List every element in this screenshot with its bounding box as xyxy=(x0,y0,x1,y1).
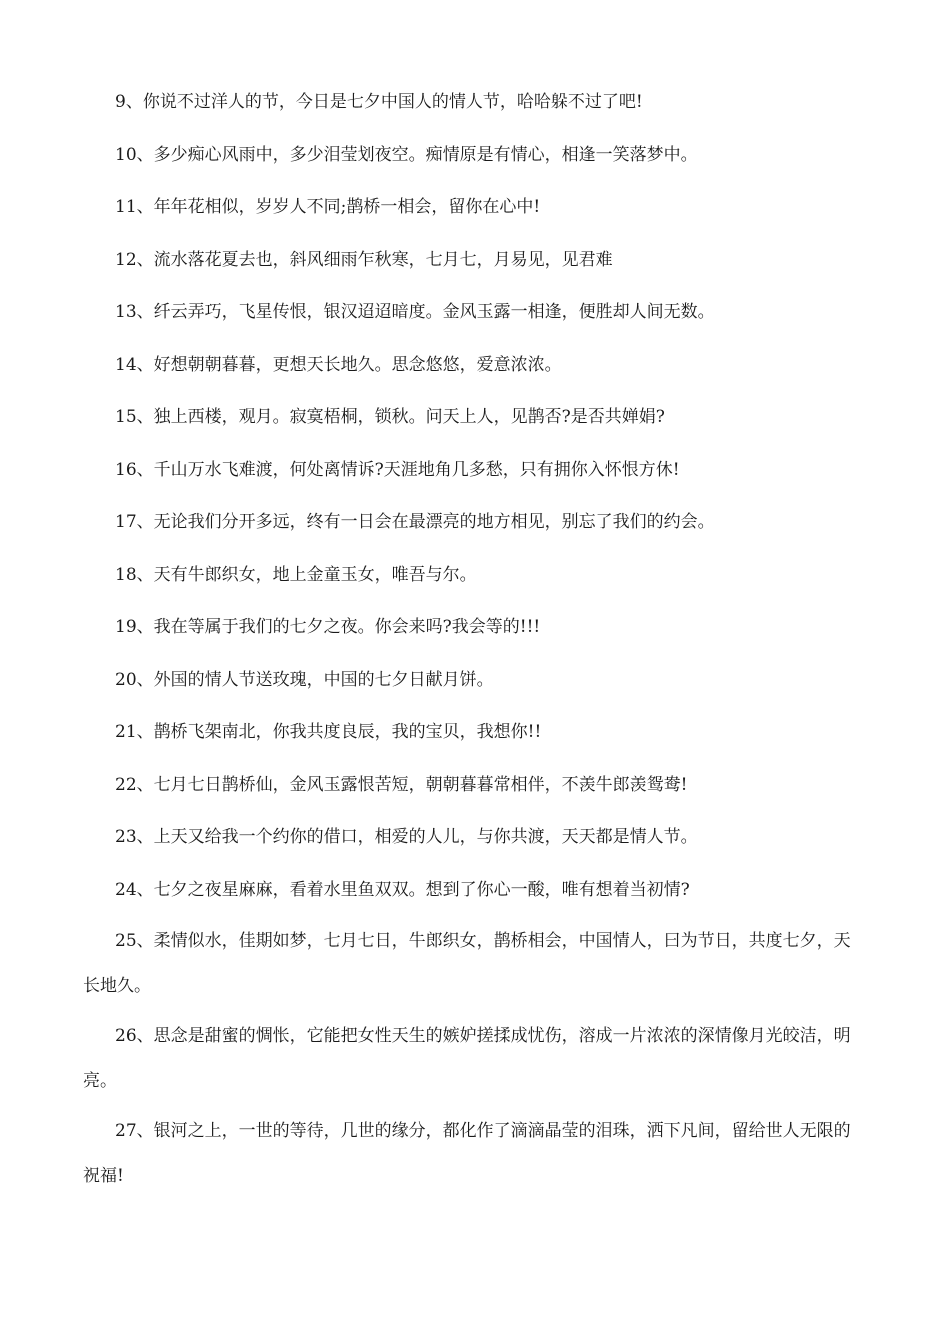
paragraph-13: 13、纤云弄巧，飞星传恨，银汉迢迢暗度。金风玉露一相逢，便胜却人间无数。 xyxy=(115,302,715,322)
paragraph-20: 20、外国的情人节送玫瑰，中国的七夕日献月饼。 xyxy=(115,669,494,690)
paragraph-17: 17、无论我们分开多远，终有一日会在最漂亮的地方相见，别忘了我们的约会。 xyxy=(115,512,715,532)
paragraph-15: 15、独上西楼，观月。寂寞梧桐，锁秋。问天上人，见鹊否?是否共婵娟? xyxy=(115,407,665,427)
paragraph-24: 24、七夕之夜星麻麻，看着水里鱼双双。想到了你心一酸，唯有想着当初情? xyxy=(115,879,690,900)
paragraph-11: 11、年年花相似，岁岁人不同;鹊桥一相会，留你在心中! xyxy=(115,197,541,217)
paragraph-9: 9、你说不过洋人的节，今日是七夕中国人的情人节，哈哈躲不过了吧! xyxy=(115,92,643,112)
paragraph-19: 19、我在等属于我们的七夕之夜。你会来吗?我会等的!!! xyxy=(115,617,541,637)
paragraph-16: 16、千山万水飞难渡，何处离情诉?天涯地角几多愁，只有拥你入怀恨方休! xyxy=(115,459,680,480)
paragraph-27: 27、银河之上，一世的等待，几世的缘分，都化作了滴滴晶莹的泪珠，洒下凡间，留给世人无限的祝福! xyxy=(83,1121,851,1186)
paragraph-21: 21、鹊桥飞架南北，你我共度良辰，我的宝贝，我想你!! xyxy=(115,722,542,742)
paragraph-23: 23、上天又给我一个约你的借口，相爱的人儿，与你共渡，天天都是情人节。 xyxy=(115,827,698,847)
document-body xyxy=(83,76,863,1204)
paragraph-18: 18、天有牛郎织女，地上金童玉女，唯吾与尔。 xyxy=(115,564,477,585)
paragraph-12: 12、流水落花夏去也，斜风细雨乍秋寒，七月七，月易见，见君难 xyxy=(115,249,613,270)
paragraph-26: 26、思念是甜蜜的惆怅，它能把女性天生的嫉妒搓揉成忧伤，溶成一片浓浓的深情像月光皎洁，明亮。 xyxy=(83,1026,851,1091)
paragraph-25: 25、柔情似水，佳期如梦，七月七日，牛郎织女，鹊桥相会，中国情人，曰为节日，共度七夕，天长地久。 xyxy=(83,931,851,996)
paragraph-22: 22、七月七日鹊桥仙，金风玉露恨苦短，朝朝暮暮常相伴，不羡牛郎羡鸳鸯! xyxy=(115,774,688,795)
paragraph-10: 10、多少痴心风雨中，多少泪莹划夜空。痴情原是有情心，相逢一笑落梦中。 xyxy=(115,144,698,165)
paragraph-14: 14、好想朝朝暮暮，更想天长地久。思念悠悠，爱意浓浓。 xyxy=(115,354,562,375)
